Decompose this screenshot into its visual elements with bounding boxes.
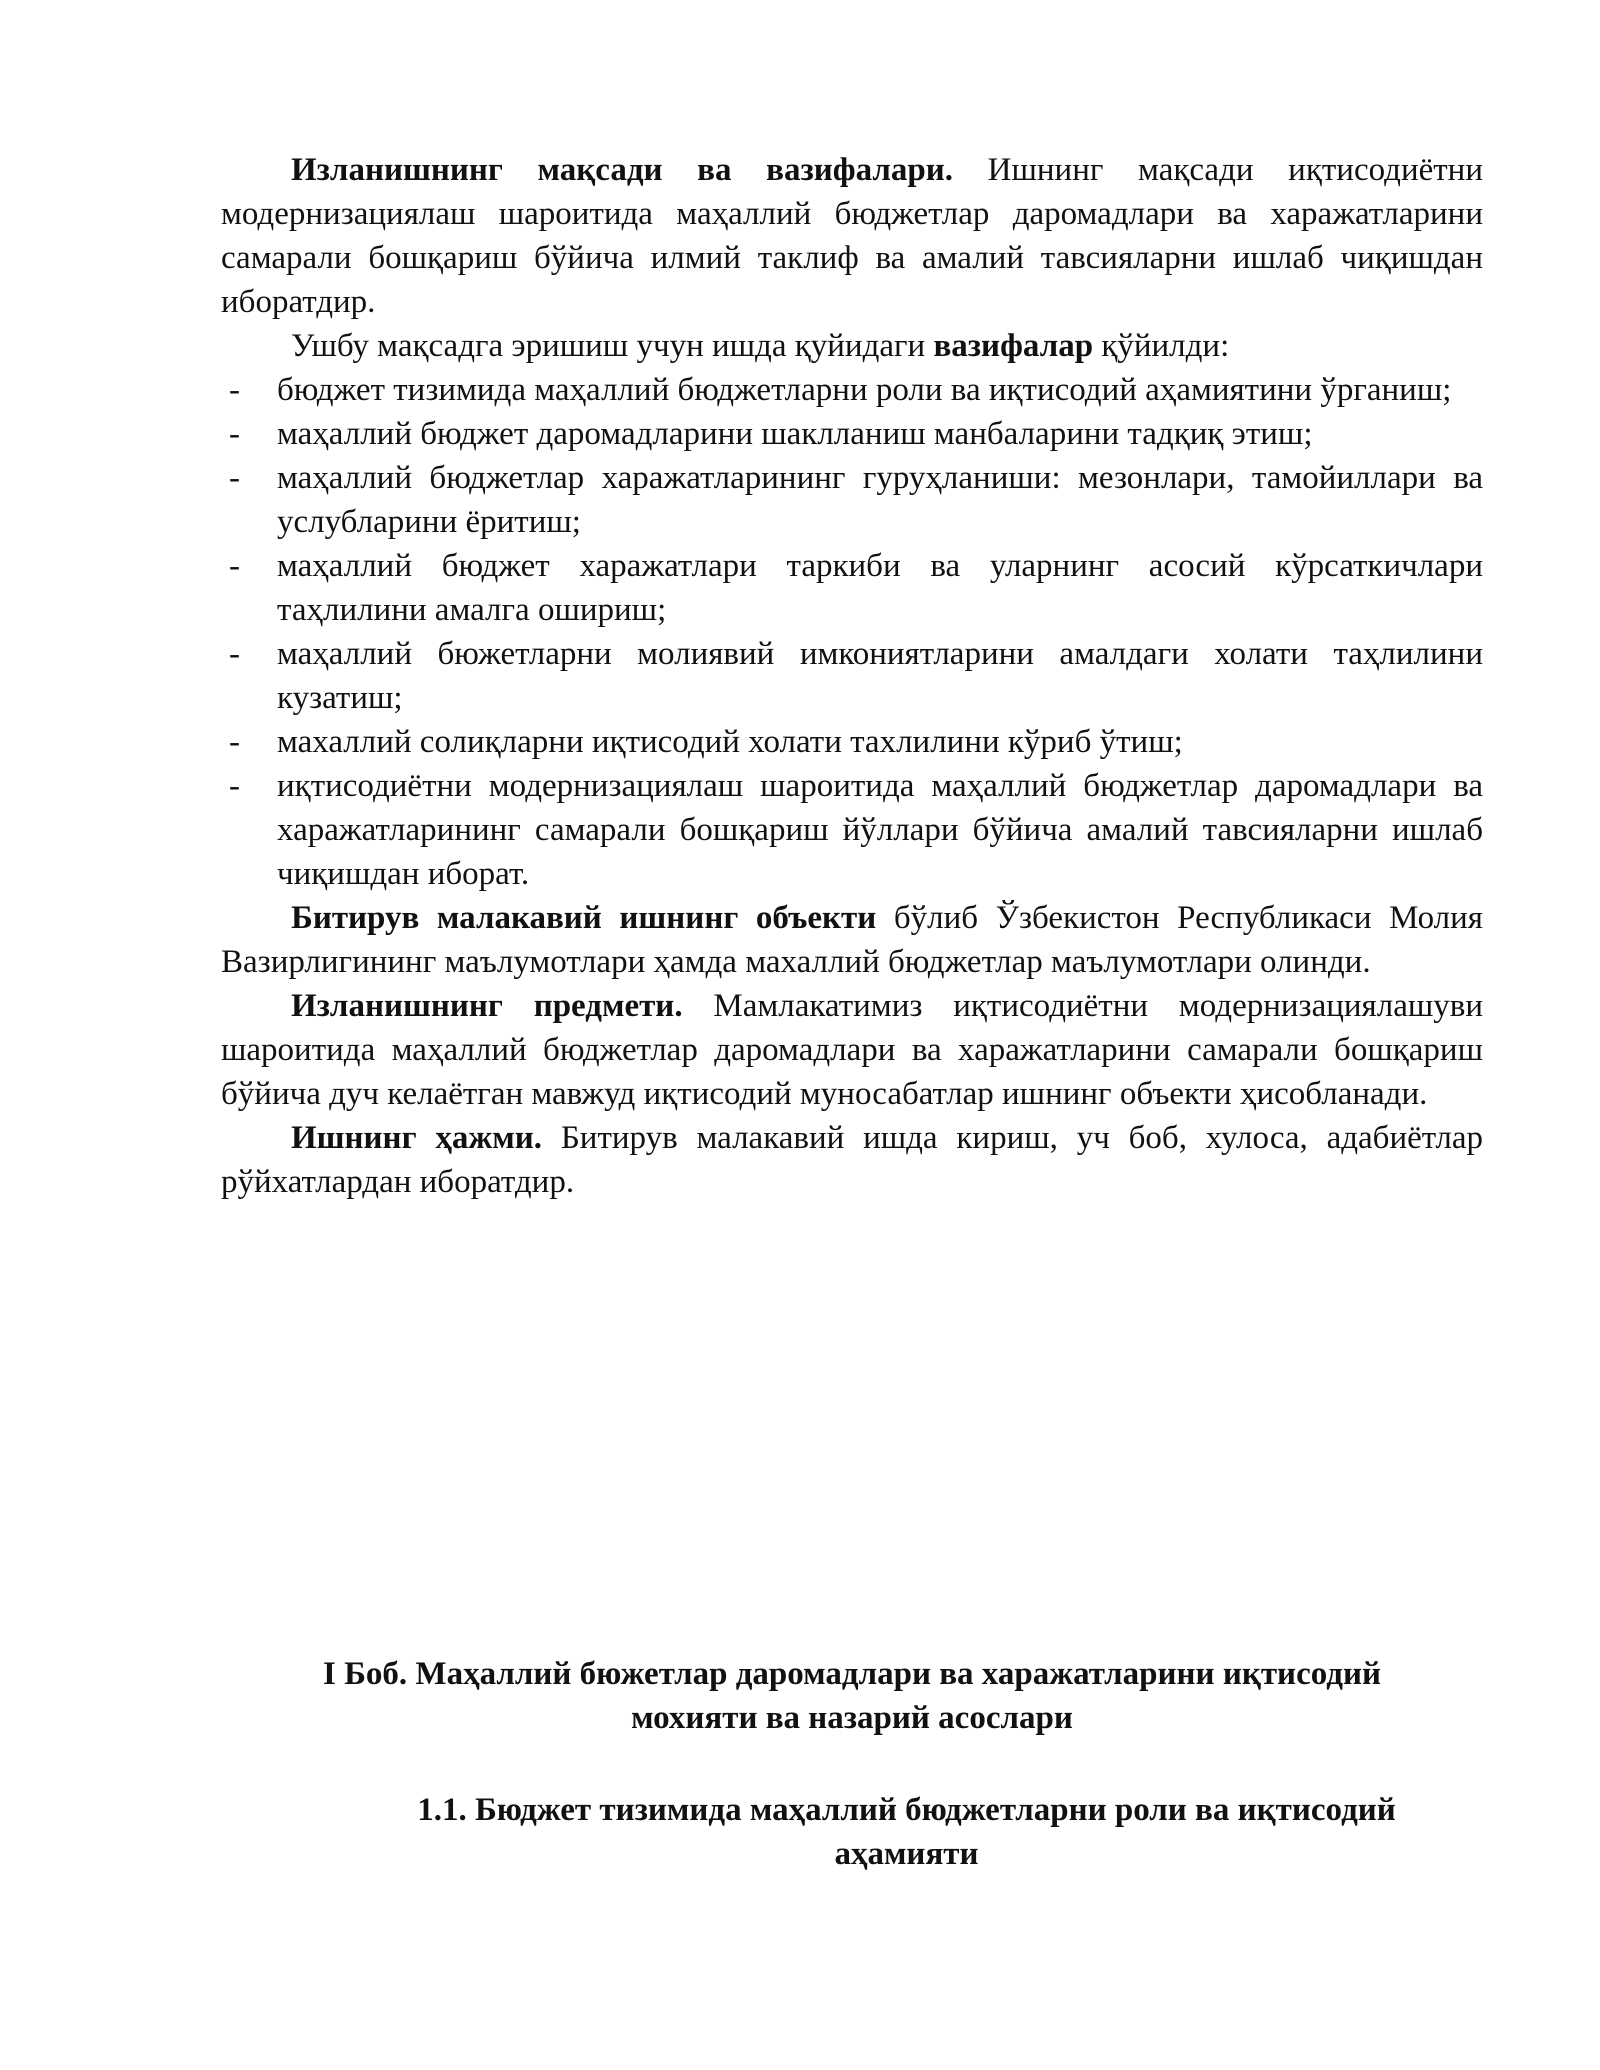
- list-item: [221, 632, 1483, 720]
- dash-bullet: -: [229, 548, 240, 584]
- task-text: маҳаллий бюжетларни молиявий имкониятларини амалдаги холати таҳлилини кузатиш;: [277, 636, 1483, 716]
- list-item: [221, 412, 1483, 456]
- list-item: [221, 456, 1483, 544]
- task-text: маҳаллий бюджетлар харажатларининг гуруҳланиши: мезонлари, тамойиллари ва услубларини ёритиш;: [277, 460, 1483, 540]
- task-text: бюджет тизимида маҳаллий бюджетларни роли ва иқтисодий аҳамиятини ўрганиш;: [277, 372, 1452, 408]
- purpose-text: Ишнинг мақсади иқтисодиётни модернизациялаш шароитида маҳаллий бюджетлар даромадлари ва харажатларини самарали бошқариш бўйича илмий таклиф ва амалий тавсияларни ишлаб чиқишдан иборатдир.: [221, 152, 1483, 320]
- chapter-heading-line2: мохияти ва назарий асослари: [631, 1700, 1073, 1736]
- list-item: [221, 544, 1483, 632]
- section-heading-line2: аҳамияти: [834, 1836, 979, 1872]
- dash-bullet: -: [229, 724, 240, 760]
- object-paragraph: [221, 896, 1483, 984]
- subject-text: Мамлакатимиз иқтисодиётни модернизациялашуви шароитида маҳаллий бюджетлар даромадлари ва харажатларини самарали бошқариш бўйича дуч келаётган мавжуд иқтисодий муносабатлар ишнинг объекти ҳисобланади.: [221, 988, 1484, 1112]
- dash-bullet: -: [229, 768, 240, 804]
- dash-bullet: -: [229, 372, 240, 408]
- dash-bullet: -: [229, 416, 240, 452]
- task-text: маҳаллий бюджет даромадларини шаклланиш манбаларини тадқиқ этиш;: [277, 416, 1313, 452]
- volume-heading: Ишнинг ҳажми.: [291, 1120, 543, 1156]
- list-item: [221, 764, 1483, 896]
- list-item: [221, 368, 1483, 412]
- task-text: иқтисодиётни модернизациялаш шароитида маҳаллий бюджетлар даромадлари ва харажатларининг самарали бошқариш йўллари бўйича амалий тавсияларни ишлаб чиқишдан иборат.: [277, 768, 1483, 892]
- tasks-intro-bold: вазифалар: [933, 328, 1094, 364]
- volume-paragraph: [221, 1116, 1483, 1204]
- subject-paragraph: [221, 984, 1483, 1116]
- chapter-heading: [221, 1652, 1483, 1740]
- purpose-paragraph: [221, 148, 1483, 324]
- task-text: маҳаллий бюджет харажатлари таркиби ва уларнинг асосий кўрсаткичлари таҳлилини амалга ошириш;: [277, 548, 1483, 628]
- section-heading-line1: 1.1. Бюджет тизимида маҳаллий бюджетларни роли ва иқтисодий: [417, 1792, 1396, 1828]
- dash-bullet: -: [229, 636, 240, 672]
- tasks-intro: [221, 324, 1483, 368]
- object-text: бўлиб Ўзбекистон Республикаси Молия Вазирлигининг маълумотлари ҳамда махаллий бюджетлар маълумотлари олинди.: [221, 900, 1483, 980]
- tasks-intro-before: Ушбу мақсадга эришиш учун ишда қуйидаги: [291, 328, 934, 364]
- document-body: [221, 148, 1483, 1204]
- object-heading: Битирув малакавий ишнинг объекти: [291, 900, 877, 936]
- section-heading: [330, 1788, 1483, 1876]
- chapter-heading-line1: I Боб. Маҳаллий бюжетлар даромадлари ва харажатларини иқтисодий: [323, 1656, 1381, 1692]
- volume-text: Битирув малакавий ишда кириш, уч боб, хулоса, адабиётлар рўйхатлардан иборатдир.: [221, 1120, 1483, 1200]
- list-item: [221, 720, 1483, 764]
- tasks-intro-after: қўйилди:: [1093, 328, 1230, 364]
- purpose-heading: Изланишнинг мақсади ва вазифалари.: [291, 152, 953, 188]
- tasks-list: [221, 368, 1483, 896]
- dash-bullet: -: [229, 460, 240, 496]
- subject-heading: Изланишнинг предмети.: [291, 988, 683, 1024]
- task-text: махаллий солиқларни иқтисодий холати тахлилини кўриб ўтиш;: [277, 724, 1183, 760]
